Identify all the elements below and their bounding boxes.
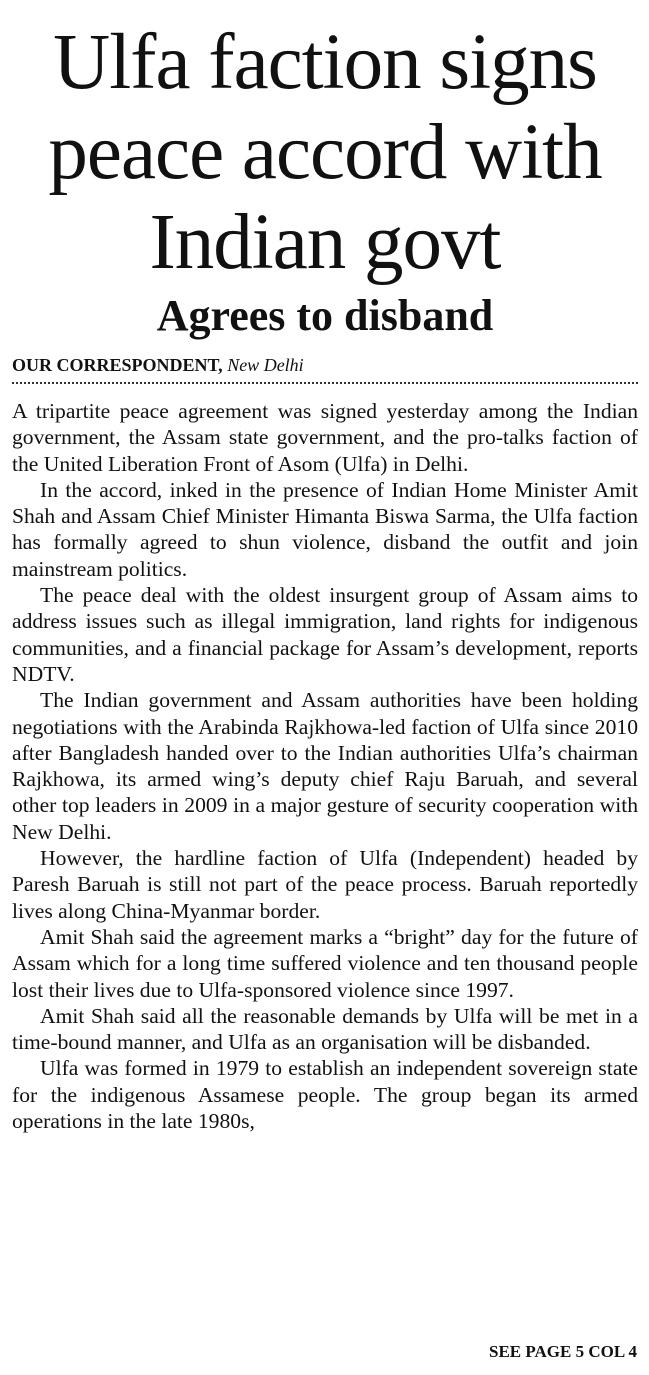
byline xyxy=(12,354,638,382)
paragraph: Ulfa was formed in 1979 to establish an independent sovereign state for the indigenous Assamese people. The group began its armed operations in the late 1980s, xyxy=(12,1056,638,1134)
subheadline: Agrees to disband xyxy=(156,291,494,340)
headline: Ulfa faction signs peace accord with Indian govt xyxy=(48,19,602,286)
paragraph: However, the hardline faction of Ulfa (Independent) headed by Paresh Baruah is still not part of the peace process. Baruah reportedly lives along China-Myanmar border. xyxy=(12,846,638,923)
paragraph: Amit Shah said all the reasonable demands by Ulfa will be met in a time-bound manner, and Ulfa as an organisation will be disbanded. xyxy=(12,1003,638,1055)
paragraph: In the accord, inked in the presence of Indian Home Minister Amit Shah and Assam Chief Minister Himanta Biswa Sarma, the Ulfa faction has formally agreed to shun violence, disband the outfit and join mainstream politics. xyxy=(12,477,638,581)
byline-location: New Delhi xyxy=(227,355,304,375)
paragraph: Amit Shah said the agreement marks a “bright” day for the future of Assam which for a long time suffered violence and ten thousand people lost their lives due to Ulfa-sponsored violence since 1997. xyxy=(12,924,638,1002)
news-article xyxy=(12,18,638,1134)
continued-on-page-link[interactable]: SEE PAGE 5 COL 4 xyxy=(489,1342,637,1361)
paragraph: A tripartite peace agreement was signed yesterday among the Indian government, the Assam state government, and the pro-talks faction of the United Liberation Front of Asom (Ulfa) in Delhi. xyxy=(12,399,638,476)
byline-author: OUR CORRESPONDENT, xyxy=(12,355,223,375)
paragraph: The peace deal with the oldest insurgent group of Assam aims to address issues such as illegal immigration, land rights for indigenous communities, and a financial package for Assam’s development, reports NDTV. xyxy=(12,583,638,686)
paragraph: The Indian government and Assam authorities have been holding negotiations with the Arabinda Rajkhowa-led faction of Ulfa since 2010 after Bangladesh handed over to the Indian authorities Ulfa’s chairman Rajkhowa, its armed wing’s deputy chief Raju Baruah, and several other top leaders in 2009 in a major gesture of security cooperation with New Delhi. xyxy=(12,688,638,844)
article-body xyxy=(12,398,638,1134)
dotted-divider xyxy=(12,382,638,384)
